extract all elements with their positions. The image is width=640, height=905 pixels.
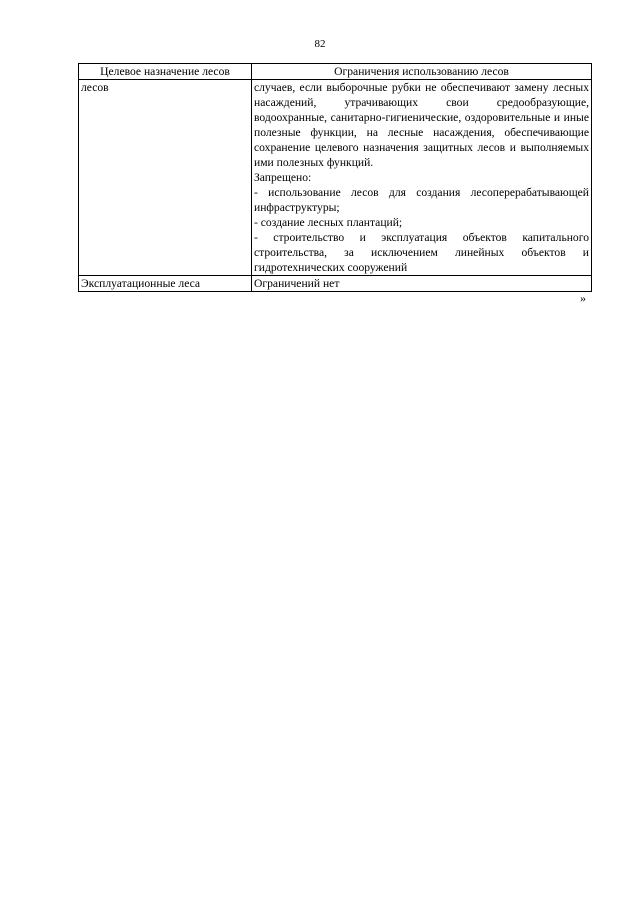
page-number: 82 <box>314 38 326 50</box>
closing-quote-mark: » <box>580 291 586 305</box>
forest-purpose-table <box>78 63 592 292</box>
table-header-row <box>79 64 592 80</box>
table-row <box>79 80 592 276</box>
restriction-paragraph: Ограничений нет <box>254 277 340 290</box>
row-restrictions-cell <box>252 276 592 292</box>
restriction-paragraph: - использование лесов для создания лесоперерабатывающей инфраструктуры; <box>254 186 589 214</box>
restriction-paragraph: случаев, если выборочные рубки не обеспечивают замену лесных насаждений, утрачивающих свои средообразующие, водоохранные, санитарно-гигиенические, оздоровительные и иные полезные функции, на лесные насаждения, обеспечивающие сохранение целевого назначения защитных лесов и выполняемых ими полезных функций. <box>254 81 589 169</box>
restriction-paragraph: - создание лесных плантаций; <box>254 216 403 229</box>
restriction-paragraph: - строительство и эксплуатация объектов капитального строительства, за исключением линейных объектов и гидротехнических сооружений <box>254 231 589 274</box>
header-restrictions: Ограничения использованию лесов <box>252 64 592 80</box>
table-row <box>79 276 592 292</box>
row-purpose-cell: Эксплуатационные леса <box>79 276 252 292</box>
row-purpose-cell: лесов <box>79 80 252 276</box>
restriction-paragraph: Запрещено: <box>254 171 312 184</box>
row-restrictions-cell <box>252 80 592 276</box>
header-purpose: Целевое назначение лесов <box>79 64 252 80</box>
